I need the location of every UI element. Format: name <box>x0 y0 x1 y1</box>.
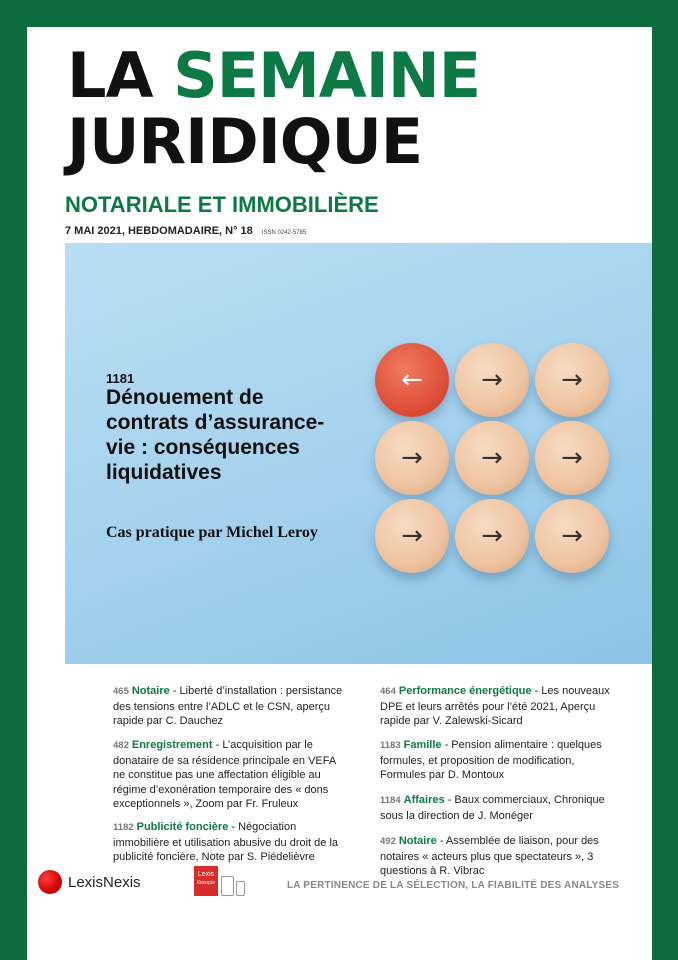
arrow-right-disc: → <box>375 499 449 573</box>
issue-date: 7 MAI 2021, HEBDOMADAIRE, N° 18 <box>65 225 253 237</box>
arrow-right-disc: → <box>455 499 529 573</box>
arrow-right-disc: → <box>535 343 609 417</box>
news-text: - Les nouveaux DPE et leurs arrêtés pour l’été 2021, Aperçu rapide par V. Zalewski-Sicard <box>380 685 610 727</box>
news-category: Notaire <box>131 685 170 697</box>
phone-icon <box>236 881 245 896</box>
masthead-subtitle: NOTARIALE ET IMMOBILIÈRE <box>65 192 379 217</box>
masthead-title-line1 <box>67 39 481 112</box>
kiosque-box <box>194 866 218 896</box>
news-text: - L’acquisition par le donataire de sa résidence principale en VEFA ne constitue pas une affectation éligible au régime d’exonération temporaire des « dons exceptionnels », Zoom par Fr. Fruleux <box>113 739 336 810</box>
issue-dateline <box>65 225 306 237</box>
news-category: Affaires <box>403 794 445 806</box>
news-category: Publicité foncière <box>136 821 229 833</box>
arrow-left-disc: ← <box>375 343 449 417</box>
issn: ISSN 0242-5785 <box>261 230 307 236</box>
news-item <box>113 820 345 865</box>
arrow-right-disc: → <box>535 499 609 573</box>
news-category: Enregistrement <box>131 739 213 751</box>
news-text: - Négociation immobilière et utilisation abusive du droit de la publicité foncière, Note par S. Piédelièvre <box>113 821 339 863</box>
masthead-la: LA <box>67 39 153 112</box>
wooden-discs-illustration <box>375 343 615 583</box>
arrow-right-disc: → <box>455 343 529 417</box>
news-number: 465 <box>113 686 129 697</box>
news-text: - Assemblée de liaison, pour des notaires « acteurs plus que spectateurs », 3 questions à R. Vibrac <box>380 835 599 877</box>
news-item <box>380 834 620 879</box>
kiosque-line1: Lexis <box>197 871 215 878</box>
kiosque-line2: Kiosque <box>196 880 216 886</box>
cover-page <box>27 27 652 960</box>
arrow-right-disc: → <box>375 421 449 495</box>
news-item <box>380 684 620 729</box>
news-number: 482 <box>113 740 129 751</box>
globe-icon <box>38 870 62 894</box>
news-number: 1183 <box>380 740 401 751</box>
hero-article-subtitle: Cas pratique par Michel Leroy <box>106 524 318 541</box>
news-item <box>380 793 620 823</box>
news-category: Famille <box>403 739 442 751</box>
news-category: Notaire <box>398 835 437 847</box>
news-number: 492 <box>380 836 396 847</box>
lexis-kiosque-badge <box>194 866 245 896</box>
hero-article-number: 1181 <box>106 371 135 386</box>
lexisnexis-wordmark: LexisNexis <box>68 873 141 891</box>
news-text: - Baux commerciaux, Chronique sous la direction de J. Monéger <box>380 794 605 822</box>
arrow-right-disc: → <box>455 421 529 495</box>
masthead-juridique: JURIDIQUE <box>67 105 423 178</box>
news-item <box>113 738 345 812</box>
tablet-icon <box>221 876 234 896</box>
lexisnexis-logo <box>38 870 141 894</box>
news-number: 1182 <box>113 822 134 833</box>
masthead-semaine: SEMAINE <box>173 39 481 112</box>
news-text: - Pension alimentaire : quelques formules, et proposition de modification, Formules par D. Montoux <box>380 739 602 781</box>
footer-tagline: LA PERTINENCE DE LA SÉLECTION, LA FIABILITÉ DES ANALYSES <box>287 880 620 891</box>
hero-banner <box>65 243 652 664</box>
news-number: 464 <box>380 686 396 697</box>
news-text: - Liberté d’installation : persistance des tensions entre l’ADLC et le CSN, aperçu rapide par C. Dauchez <box>113 685 343 727</box>
news-item <box>113 684 345 729</box>
news-category: Performance énergétique <box>398 685 532 697</box>
hero-article-title: Dénouement de contrats d’assurance-vie : conséquences liquidatives <box>106 386 325 484</box>
news-number: 1184 <box>380 795 401 806</box>
arrow-right-disc: → <box>535 421 609 495</box>
news-item <box>380 738 620 783</box>
